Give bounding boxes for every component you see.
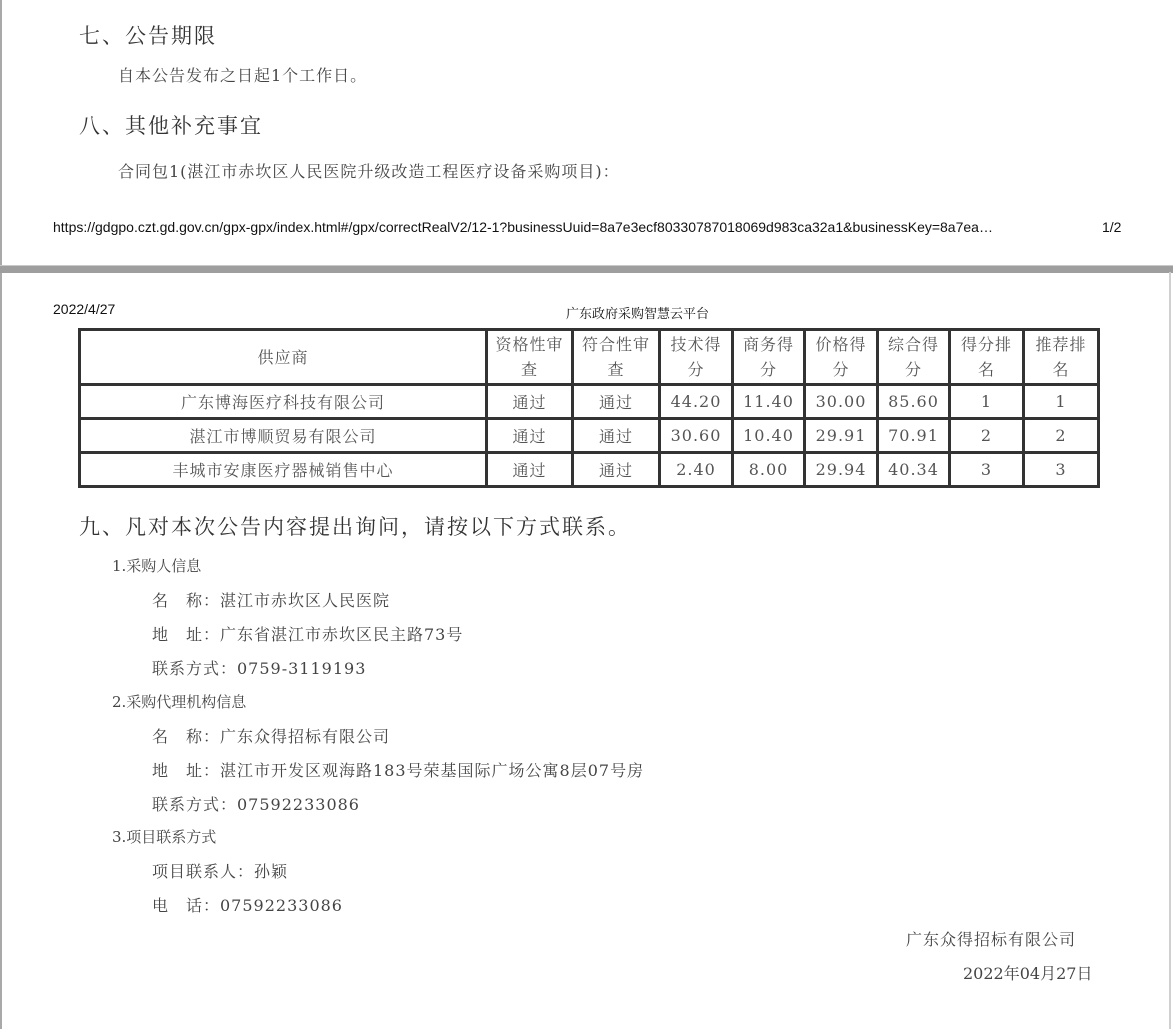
signature-date: 2022年04月27日 bbox=[963, 964, 1093, 983]
agency-address: 地 址：湛江市开发区观海路183号荣基国际广场公寓8层07号房 bbox=[152, 761, 645, 780]
business-score-cell: 8.00 bbox=[733, 453, 805, 487]
page-left-edge bbox=[0, 0, 2, 1029]
project-contact-person: 项目联系人：孙颖 bbox=[152, 862, 289, 881]
col-header: 符合性审查 bbox=[573, 330, 660, 385]
supplier-cell: 广东博海医疗科技有限公司 bbox=[80, 385, 487, 419]
technical-score-cell: 2.40 bbox=[660, 453, 733, 487]
recommend-rank-cell: 3 bbox=[1024, 453, 1099, 487]
signature-company: 广东众得招标有限公司 bbox=[906, 930, 1077, 949]
purchaser-address: 地 址：广东省湛江市赤坎区民主路73号 bbox=[152, 625, 464, 644]
purchaser-name: 名 称：湛江市赤坎区人民医院 bbox=[152, 591, 391, 610]
print-date: 2022/4/27 bbox=[53, 301, 116, 317]
footer-url[interactable]: https://gdgpo.czt.gd.gov.cn/gpx-gpx/index.html#/gpx/correctRealV2/12-1?businessUuid=8a7e3ecf80330787018069d983ca32a1&businessKey=8a7ea… bbox=[53, 219, 993, 235]
col-header: 资格性审查 bbox=[487, 330, 573, 385]
col-header: 技术得分 bbox=[660, 330, 733, 385]
qualification-cell: 通过 bbox=[487, 385, 573, 419]
platform-title: 广东政府采购智慧云平台 bbox=[566, 306, 710, 321]
qualification-cell: 通过 bbox=[487, 453, 573, 487]
section-7-heading: 七、公告期限 bbox=[79, 24, 217, 48]
qualification-cell: 通过 bbox=[487, 419, 573, 453]
total-score-cell: 85.60 bbox=[878, 385, 950, 419]
business-score-cell: 10.40 bbox=[733, 419, 805, 453]
col-header: 价格得分 bbox=[805, 330, 878, 385]
recommend-rank-cell: 1 bbox=[1024, 385, 1099, 419]
section-8-text: 合同包1(湛江市赤坎区人民医院升级改造工程医疗设备采购项目)： bbox=[118, 162, 620, 181]
section-8-heading: 八、其他补充事宜 bbox=[79, 114, 263, 138]
table-header-row bbox=[80, 330, 1099, 385]
project-title: 3.项目联系方式 bbox=[112, 828, 217, 846]
supplier-cell: 湛江市博顺贸易有限公司 bbox=[80, 419, 487, 453]
col-header: 供应商 bbox=[80, 330, 487, 385]
score-rank-cell: 1 bbox=[950, 385, 1024, 419]
supplier-cell: 丰城市安康医疗器械销售中心 bbox=[80, 453, 487, 487]
page-number: 1/2 bbox=[1102, 219, 1122, 235]
compliance-cell: 通过 bbox=[573, 453, 660, 487]
col-header: 商务得分 bbox=[733, 330, 805, 385]
table-row bbox=[80, 385, 1099, 419]
col-header: 得分排名 bbox=[950, 330, 1024, 385]
compliance-cell: 通过 bbox=[573, 419, 660, 453]
total-score-cell: 40.34 bbox=[878, 453, 950, 487]
section-7-text: 自本公告发布之日起1个工作日。 bbox=[118, 66, 368, 85]
page-separator bbox=[0, 265, 1173, 273]
total-score-cell: 70.91 bbox=[878, 419, 950, 453]
agency-title: 2.采购代理机构信息 bbox=[112, 693, 247, 711]
col-header: 综合得分 bbox=[878, 330, 950, 385]
price-score-cell: 30.00 bbox=[805, 385, 878, 419]
price-score-cell: 29.94 bbox=[805, 453, 878, 487]
table-row bbox=[80, 453, 1099, 487]
table-row bbox=[80, 419, 1099, 453]
score-rank-cell: 3 bbox=[950, 453, 1024, 487]
project-phone: 电 话：07592233086 bbox=[152, 896, 343, 915]
score-rank-cell: 2 bbox=[950, 419, 1024, 453]
purchaser-title: 1.采购人信息 bbox=[112, 557, 202, 575]
compliance-cell: 通过 bbox=[573, 385, 660, 419]
purchaser-contact: 联系方式：0759-3119193 bbox=[152, 659, 367, 678]
col-header: 推荐排名 bbox=[1024, 330, 1099, 385]
section-9-heading: 九、凡对本次公告内容提出询问，请按以下方式联系。 bbox=[79, 515, 631, 539]
score-table bbox=[78, 328, 1100, 488]
agency-name: 名 称：广东众得招标有限公司 bbox=[152, 727, 391, 746]
business-score-cell: 11.40 bbox=[733, 385, 805, 419]
page-right-edge bbox=[1169, 272, 1171, 1029]
agency-contact: 联系方式：07592233086 bbox=[152, 795, 360, 814]
recommend-rank-cell: 2 bbox=[1024, 419, 1099, 453]
technical-score-cell: 30.60 bbox=[660, 419, 733, 453]
technical-score-cell: 44.20 bbox=[660, 385, 733, 419]
price-score-cell: 29.91 bbox=[805, 419, 878, 453]
